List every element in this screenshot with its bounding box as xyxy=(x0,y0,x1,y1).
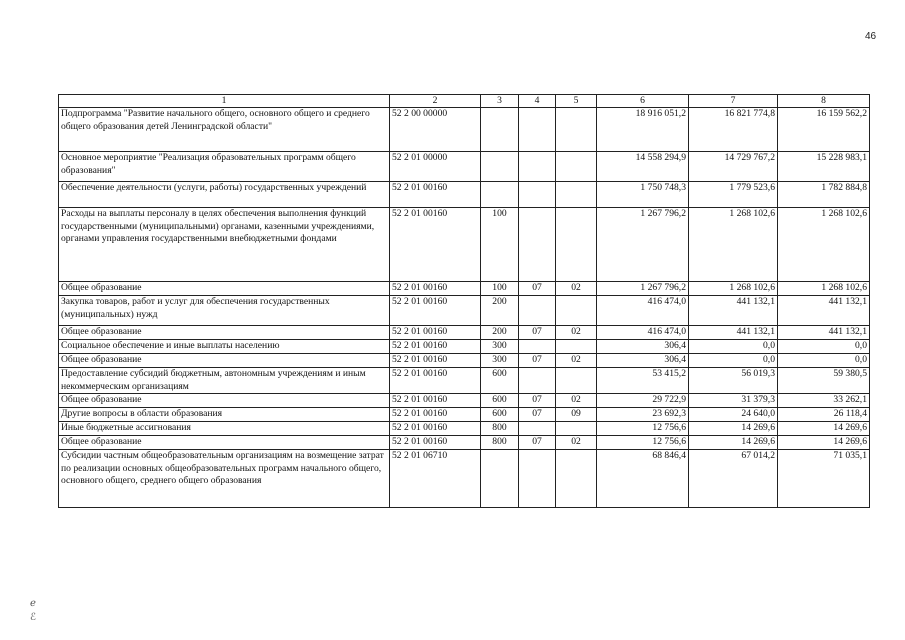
table-row xyxy=(59,282,870,296)
row-expense-type: 600 xyxy=(481,394,519,408)
row-subsection: 02 xyxy=(556,354,597,368)
column-header: 7 xyxy=(689,95,778,108)
row-value-col6: 1 750 748,3 xyxy=(597,182,689,208)
row-code: 52 2 00 00000 xyxy=(390,108,481,152)
row-expense-type: 600 xyxy=(481,368,519,394)
row-value-col7: 67 014,2 xyxy=(689,450,778,508)
row-value-col7: 1 268 102,6 xyxy=(689,208,778,282)
row-name: Основное мероприятие "Реализация образовательных программ общего образования" xyxy=(59,152,390,182)
table-row xyxy=(59,340,870,354)
row-subsection xyxy=(556,108,597,152)
row-value-col8: 1 268 102,6 xyxy=(778,208,870,282)
row-value-col6: 416 474,0 xyxy=(597,326,689,340)
row-code: 52 2 01 00160 xyxy=(390,422,481,436)
row-value-col7: 16 821 774,8 xyxy=(689,108,778,152)
column-header: 1 xyxy=(59,95,390,108)
row-section xyxy=(519,182,556,208)
row-value-col8: 0,0 xyxy=(778,354,870,368)
header-row xyxy=(59,95,870,108)
row-code: 52 2 01 06710 xyxy=(390,450,481,508)
table-row xyxy=(59,108,870,152)
row-code: 52 2 01 00160 xyxy=(390,296,481,326)
row-value-col6: 14 558 294,9 xyxy=(597,152,689,182)
table-row xyxy=(59,394,870,408)
row-value-col8: 14 269,6 xyxy=(778,422,870,436)
row-value-col8: 59 380,5 xyxy=(778,368,870,394)
row-section xyxy=(519,296,556,326)
page-number: 46 xyxy=(865,31,877,42)
row-section xyxy=(519,108,556,152)
table-row xyxy=(59,450,870,508)
row-value-col8: 1 782 884,8 xyxy=(778,182,870,208)
row-subsection xyxy=(556,182,597,208)
row-expense-type: 100 xyxy=(481,208,519,282)
row-section xyxy=(519,422,556,436)
row-value-col7: 24 640,0 xyxy=(689,408,778,422)
row-subsection xyxy=(556,340,597,354)
row-value-col6: 306,4 xyxy=(597,354,689,368)
row-value-col8: 441 132,1 xyxy=(778,326,870,340)
row-subsection xyxy=(556,296,597,326)
row-name: Общее образование xyxy=(59,354,390,368)
row-expense-type xyxy=(481,152,519,182)
row-value-col6: 1 267 796,2 xyxy=(597,282,689,296)
row-value-col7: 14 269,6 xyxy=(689,436,778,450)
row-value-col6: 306,4 xyxy=(597,340,689,354)
row-value-col8: 14 269,6 xyxy=(778,436,870,450)
row-name: Иные бюджетные ассигнования xyxy=(59,422,390,436)
row-code: 52 2 01 00160 xyxy=(390,408,481,422)
column-header: 8 xyxy=(778,95,870,108)
row-section: 07 xyxy=(519,408,556,422)
row-name: Общее образование xyxy=(59,394,390,408)
table-row xyxy=(59,152,870,182)
row-value-col7: 441 132,1 xyxy=(689,326,778,340)
row-code: 52 2 01 00160 xyxy=(390,282,481,296)
row-name: Предоставление субсидий бюджетным, автономным учреждениям и иным некоммерческим организациям xyxy=(59,368,390,394)
column-header: 2 xyxy=(390,95,481,108)
row-expense-type: 300 xyxy=(481,340,519,354)
margin-mark: ℯ xyxy=(30,598,36,609)
row-value-col8: 26 118,4 xyxy=(778,408,870,422)
row-section xyxy=(519,152,556,182)
row-value-col8: 71 035,1 xyxy=(778,450,870,508)
row-value-col7: 0,0 xyxy=(689,340,778,354)
row-section: 07 xyxy=(519,394,556,408)
budget-table xyxy=(58,94,870,508)
row-name: Общее образование xyxy=(59,436,390,450)
row-value-col8: 1 268 102,6 xyxy=(778,282,870,296)
row-value-col6: 18 916 051,2 xyxy=(597,108,689,152)
row-subsection: 02 xyxy=(556,394,597,408)
row-code: 52 2 01 00160 xyxy=(390,340,481,354)
table-row xyxy=(59,208,870,282)
table-row xyxy=(59,422,870,436)
row-value-col6: 416 474,0 xyxy=(597,296,689,326)
table-row xyxy=(59,296,870,326)
row-code: 52 2 01 00160 xyxy=(390,436,481,450)
row-name: Социальное обеспечение и иные выплаты населению xyxy=(59,340,390,354)
row-expense-type xyxy=(481,182,519,208)
row-expense-type xyxy=(481,450,519,508)
column-header: 4 xyxy=(519,95,556,108)
row-section xyxy=(519,450,556,508)
table-row xyxy=(59,182,870,208)
table-row xyxy=(59,368,870,394)
row-value-col7: 1 268 102,6 xyxy=(689,282,778,296)
column-header: 3 xyxy=(481,95,519,108)
row-code: 52 2 01 00160 xyxy=(390,394,481,408)
margin-mark: ℰ xyxy=(30,612,37,623)
row-section: 07 xyxy=(519,436,556,450)
row-section xyxy=(519,340,556,354)
row-section: 07 xyxy=(519,354,556,368)
column-header: 6 xyxy=(597,95,689,108)
row-section: 07 xyxy=(519,326,556,340)
row-code: 52 2 01 00000 xyxy=(390,152,481,182)
row-expense-type: 600 xyxy=(481,408,519,422)
row-value-col7: 0,0 xyxy=(689,354,778,368)
row-section xyxy=(519,208,556,282)
row-expense-type: 800 xyxy=(481,436,519,450)
row-section xyxy=(519,368,556,394)
row-section: 07 xyxy=(519,282,556,296)
row-value-col8: 0,0 xyxy=(778,340,870,354)
row-subsection xyxy=(556,422,597,436)
table-row xyxy=(59,354,870,368)
row-subsection xyxy=(556,450,597,508)
row-expense-type xyxy=(481,108,519,152)
row-name: Общее образование xyxy=(59,282,390,296)
row-value-col6: 12 756,6 xyxy=(597,422,689,436)
row-name: Расходы на выплаты персоналу в целях обеспечения выполнения функций государственными (муниципальными) органами, казенными учреждениями, органами управления государственными внебюджетными фондами xyxy=(59,208,390,282)
row-expense-type: 200 xyxy=(481,296,519,326)
row-value-col7: 56 019,3 xyxy=(689,368,778,394)
row-expense-type: 800 xyxy=(481,422,519,436)
row-code: 52 2 01 00160 xyxy=(390,208,481,282)
row-value-col8: 33 262,1 xyxy=(778,394,870,408)
row-value-col6: 1 267 796,2 xyxy=(597,208,689,282)
row-value-col6: 68 846,4 xyxy=(597,450,689,508)
row-expense-type: 300 xyxy=(481,354,519,368)
row-name: Субсидии частным общеобразовательным организациям на возмещение затрат по реализации основных общеобразовательных программ начального общего, основного общего, среднего общего образования xyxy=(59,450,390,508)
table-row xyxy=(59,326,870,340)
row-subsection: 09 xyxy=(556,408,597,422)
row-value-col7: 14 269,6 xyxy=(689,422,778,436)
row-value-col6: 23 692,3 xyxy=(597,408,689,422)
row-value-col6: 12 756,6 xyxy=(597,436,689,450)
row-code: 52 2 01 00160 xyxy=(390,368,481,394)
row-value-col7: 441 132,1 xyxy=(689,296,778,326)
row-expense-type: 100 xyxy=(481,282,519,296)
row-name: Обеспечение деятельности (услуги, работы) государственных учреждений xyxy=(59,182,390,208)
row-value-col8: 441 132,1 xyxy=(778,296,870,326)
row-subsection xyxy=(556,368,597,394)
row-expense-type: 200 xyxy=(481,326,519,340)
row-code: 52 2 01 00160 xyxy=(390,182,481,208)
row-name: Подпрограмма "Развитие начального общего, основного общего и среднего общего образования детей Ленинградской области" xyxy=(59,108,390,152)
row-value-col7: 14 729 767,2 xyxy=(689,152,778,182)
row-subsection: 02 xyxy=(556,326,597,340)
table-row xyxy=(59,408,870,422)
row-subsection xyxy=(556,208,597,282)
row-subsection xyxy=(556,152,597,182)
row-value-col8: 16 159 562,2 xyxy=(778,108,870,152)
row-value-col6: 53 415,2 xyxy=(597,368,689,394)
row-name: Другие вопросы в области образования xyxy=(59,408,390,422)
row-name: Закупка товаров, работ и услуг для обеспечения государственных (муниципальных) нужд xyxy=(59,296,390,326)
row-subsection: 02 xyxy=(556,282,597,296)
column-header: 5 xyxy=(556,95,597,108)
table-row xyxy=(59,436,870,450)
row-value-col6: 29 722,9 xyxy=(597,394,689,408)
table-body xyxy=(59,108,870,508)
row-code: 52 2 01 00160 xyxy=(390,326,481,340)
row-value-col8: 15 228 983,1 xyxy=(778,152,870,182)
row-value-col7: 31 379,3 xyxy=(689,394,778,408)
row-name: Общее образование xyxy=(59,326,390,340)
row-subsection: 02 xyxy=(556,436,597,450)
row-code: 52 2 01 00160 xyxy=(390,354,481,368)
row-value-col7: 1 779 523,6 xyxy=(689,182,778,208)
